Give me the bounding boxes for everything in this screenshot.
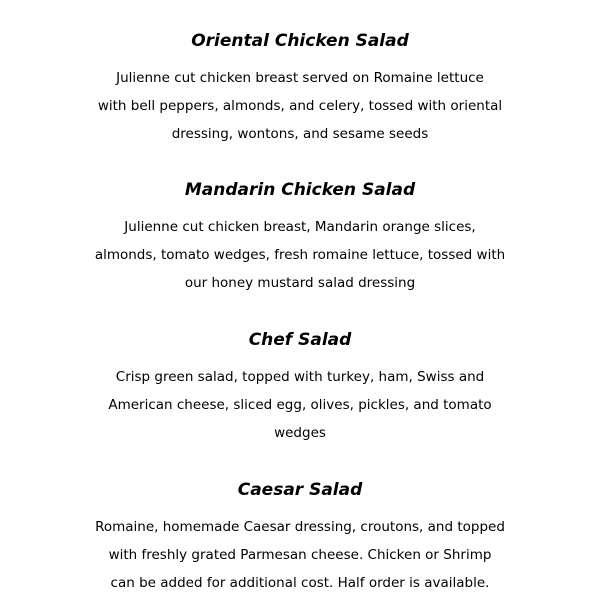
- menu-item-mandarin-chicken-salad: [40, 180, 560, 297]
- description-line: Romaine, homemade Caesar dressing, croutons, and topped: [95, 519, 505, 535]
- item-title: Chef Salad: [248, 330, 352, 350]
- description-line: with bell peppers, almonds, and celery, tossed with oriental: [97, 98, 503, 114]
- menu-item-chef-salad: [40, 330, 560, 447]
- item-description: [40, 513, 560, 597]
- item-description: [40, 64, 560, 148]
- item-title: Caesar Salad: [237, 480, 363, 500]
- item-title: Mandarin Chicken Salad: [184, 180, 416, 200]
- menu-item-oriental-chicken-salad: [40, 31, 560, 148]
- description-line: dressing, wontons, and sesame seeds: [171, 126, 429, 142]
- description-line: almonds, tomato wedges, fresh romaine lettuce, tossed with: [94, 247, 506, 263]
- description-line: our honey mustard salad dressing: [184, 275, 416, 291]
- item-description: [40, 213, 560, 297]
- item-title: Oriental Chicken Salad: [191, 31, 409, 51]
- description-line: American cheese, sliced egg, olives, pickles, and tomato: [108, 397, 492, 413]
- description-line: with freshly grated Parmesan cheese. Chicken or Shrimp: [108, 547, 492, 563]
- description-line: wedges: [274, 425, 326, 441]
- description-line: Julienne cut chicken breast served on Romaine lettuce: [116, 70, 484, 86]
- description-line: Crisp green salad, topped with turkey, ham, Swiss and: [115, 369, 485, 385]
- description-line: Julienne cut chicken breast, Mandarin orange slices,: [124, 219, 476, 235]
- description-line: can be added for additional cost. Half order is available.: [110, 575, 490, 591]
- menu-item-caesar-salad: [40, 480, 560, 597]
- item-description: [40, 363, 560, 447]
